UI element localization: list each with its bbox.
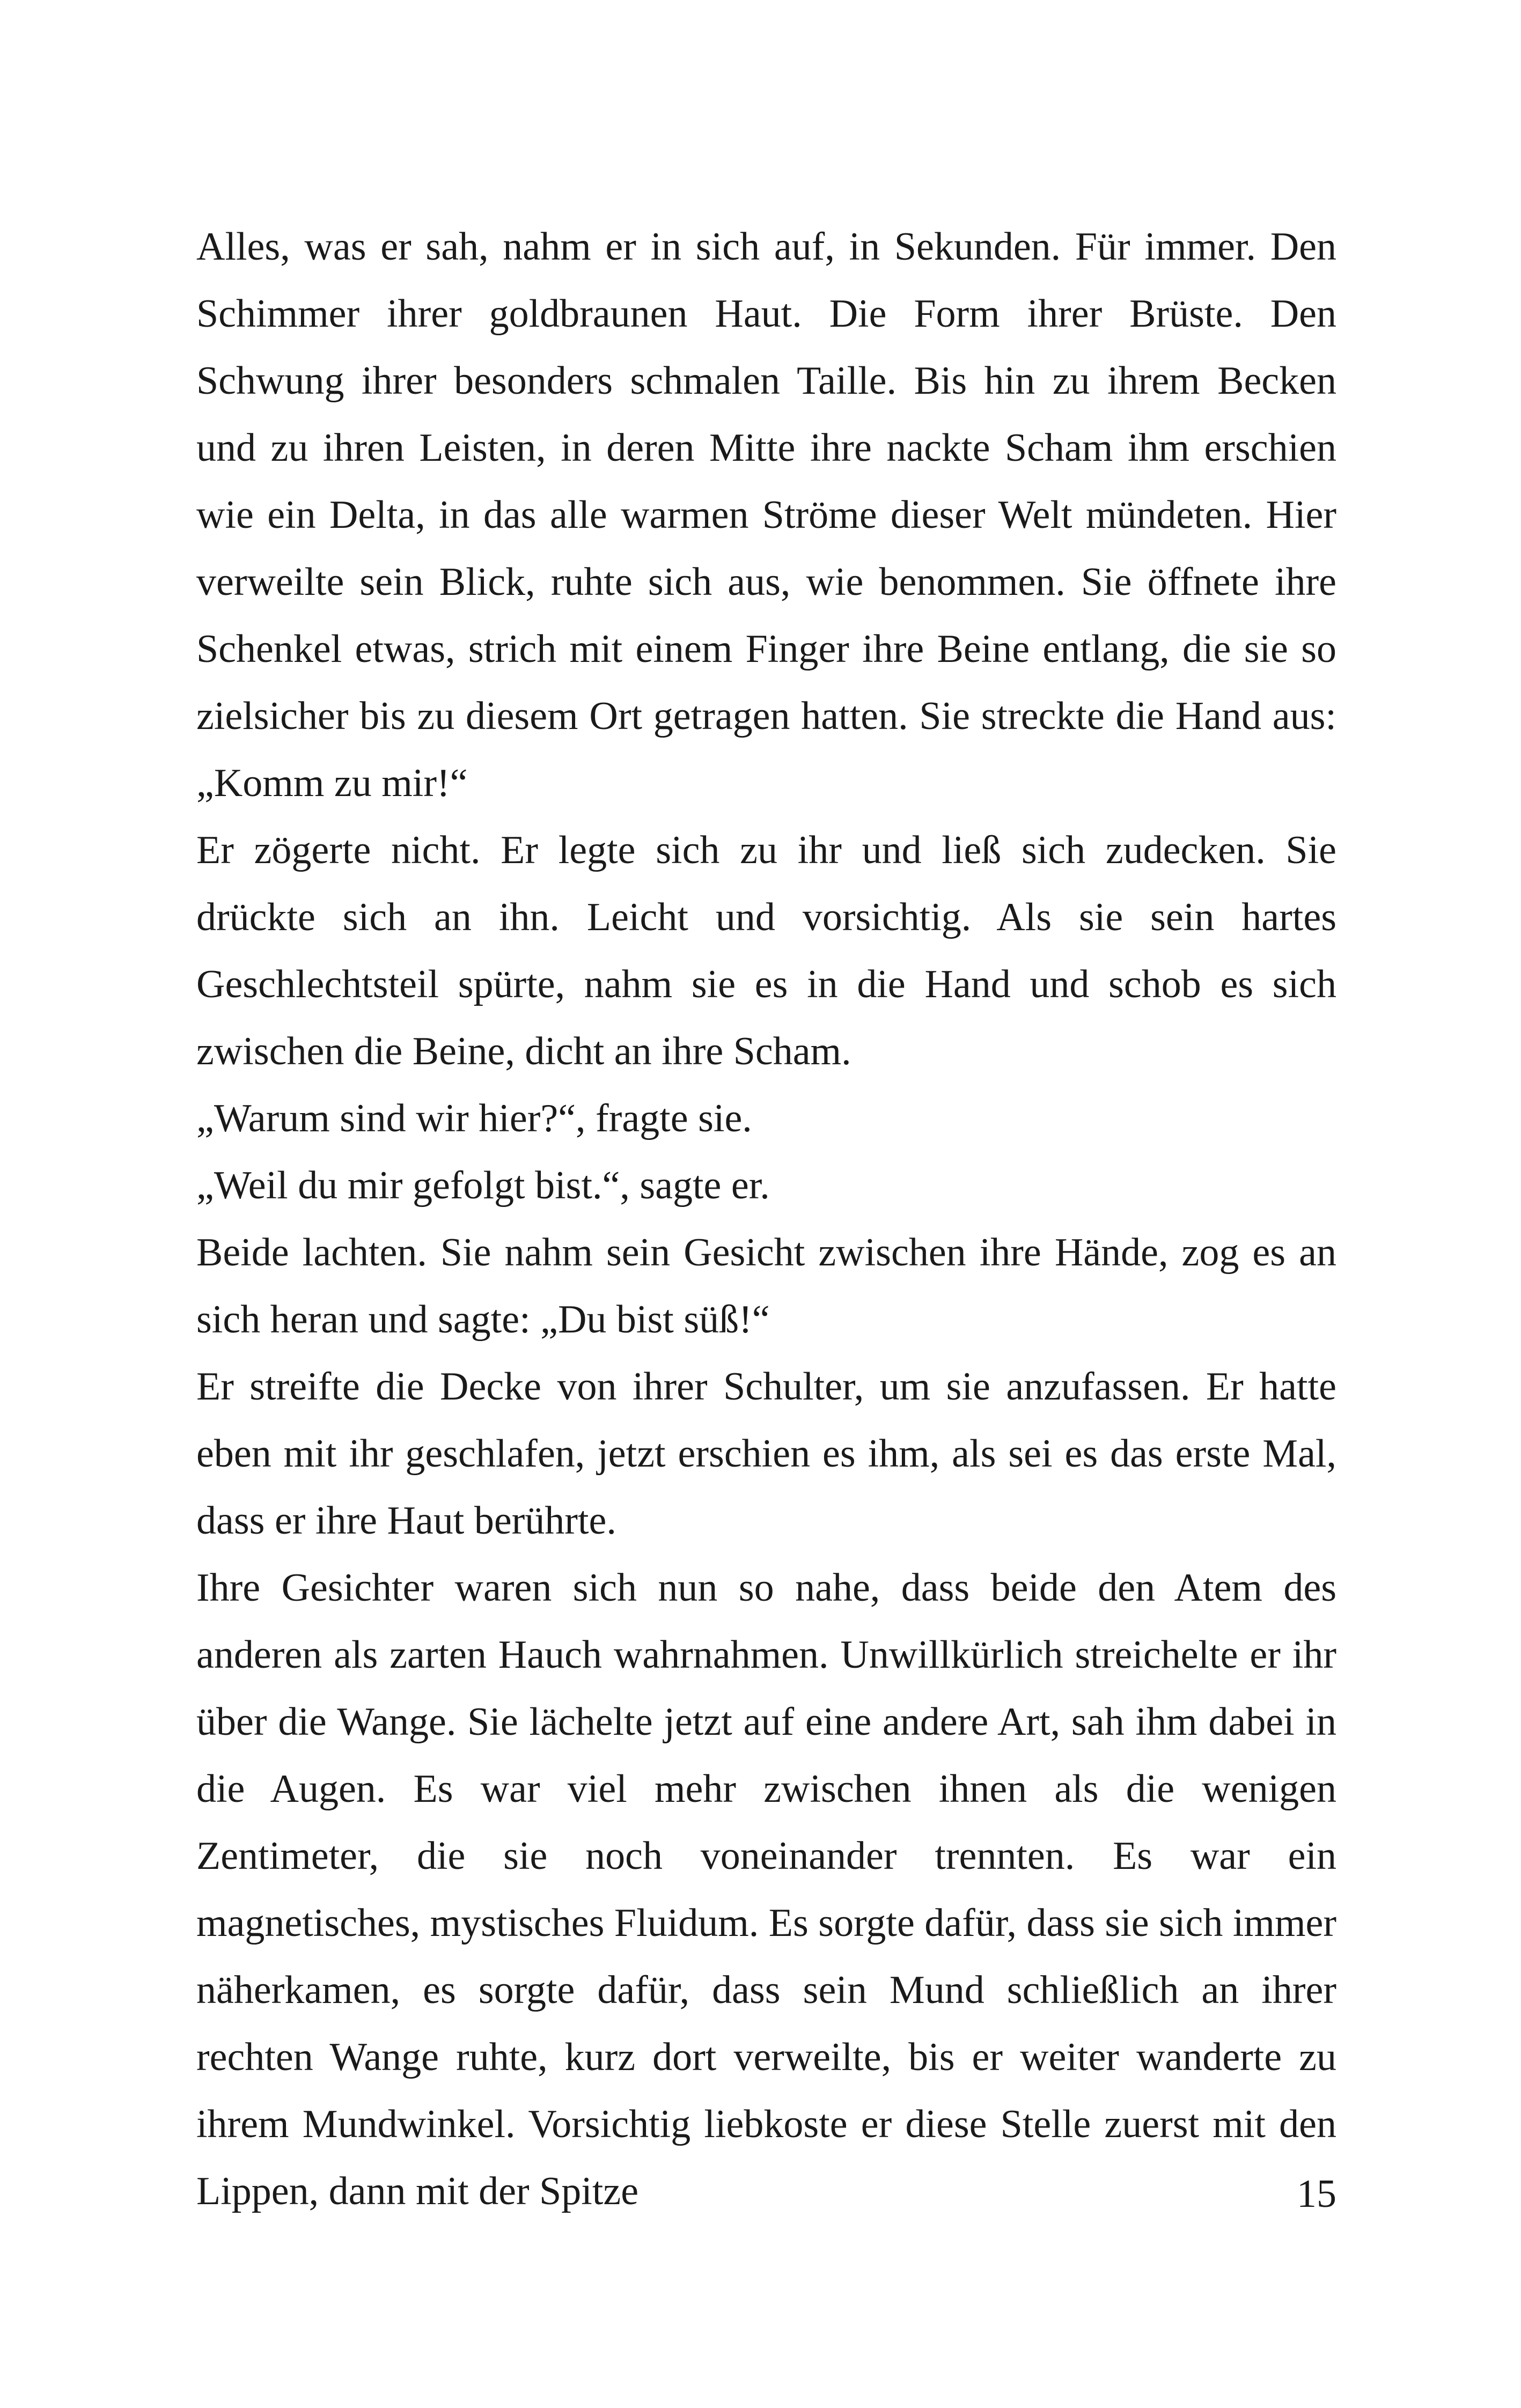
paragraph-5: Beide lachten. Sie nahm sein Gesicht zwischen ihre Hände, zog es an sich heran und sagte: „Du bist süß!“ [196,1231,1336,1342]
paragraph-6: Er streifte die Decke von ihrer Schulter, um sie anzufassen. Er hatte eben mit ihr geschlafen, jetzt erschien es ihm, als sei es das erste Mal, dass er ihre Haut berührte. [196,1365,1336,1543]
body-text [196,213,1336,2225]
paragraph-4: „Weil du mir gefolgt bist.“, sagte er. [196,1164,770,1207]
paragraph-2: Er zögerte nicht. Er legte sich zu ihr und ließ sich zudecken. Sie drückte sich an ihn. Leicht und vorsichtig. Als sie sein hartes Geschlechtsteil spürte, nahm sie es in die Hand und schob es sich zwischen die Beine, dicht an ihre Scham. [196,828,1336,1073]
paragraph-7: Ihre Gesichter waren sich nun so nahe, dass beide den Atem des anderen als zarten Hauch wahrnahmen. Unwillkürlich streichelte er ihr über die Wange. Sie lächelte jetzt auf eine andere Art, sah ihm dabei in die Augen. Es war viel mehr zwischen ihnen als die wenigen Zentimeter, die sie noch voneinander trennten. Es war ein magnetisches, mystisches Fluidum. Es sorgte dafür, dass sie sich immer näherkamen, es sorgte dafür, dass sein Mund schließlich an ihrer rechten Wange ruhte, kurz dort verweilte, bis er weiter wanderte zu ihrem Mundwinkel. Vorsichtig liebkoste er diese Stelle zuerst mit den Lippen, dann mit der Spitze [196,1566,1336,2213]
paragraph-3: „Warum sind wir hier?“, fragte sie. [196,1096,752,1140]
paragraph-1: Alles, was er sah, nahm er in sich auf, in Sekunden. Für immer. Den Schimmer ihrer goldbraunen Haut. Die Form ihrer Brüste. Den Schwung ihrer besonders schmalen Taille. Bis hin zu ihrem Becken und zu ihren Leisten, in deren Mitte ihre nackte Scham ihm erschien wie ein Delta, in das alle warmen Ströme dieser Welt mündeten. Hier verweilte sein Blick, ruhte sich aus, wie benommen. Sie öffnete ihre Schenkel etwas, strich mit einem Finger ihre Beine entlang, die sie so zielsicher bis zu diesem Ort getragen hatten. Sie streckte die Hand aus: „Komm zu mir!“ [196,225,1336,805]
page-number: 15 [1297,2172,1336,2216]
